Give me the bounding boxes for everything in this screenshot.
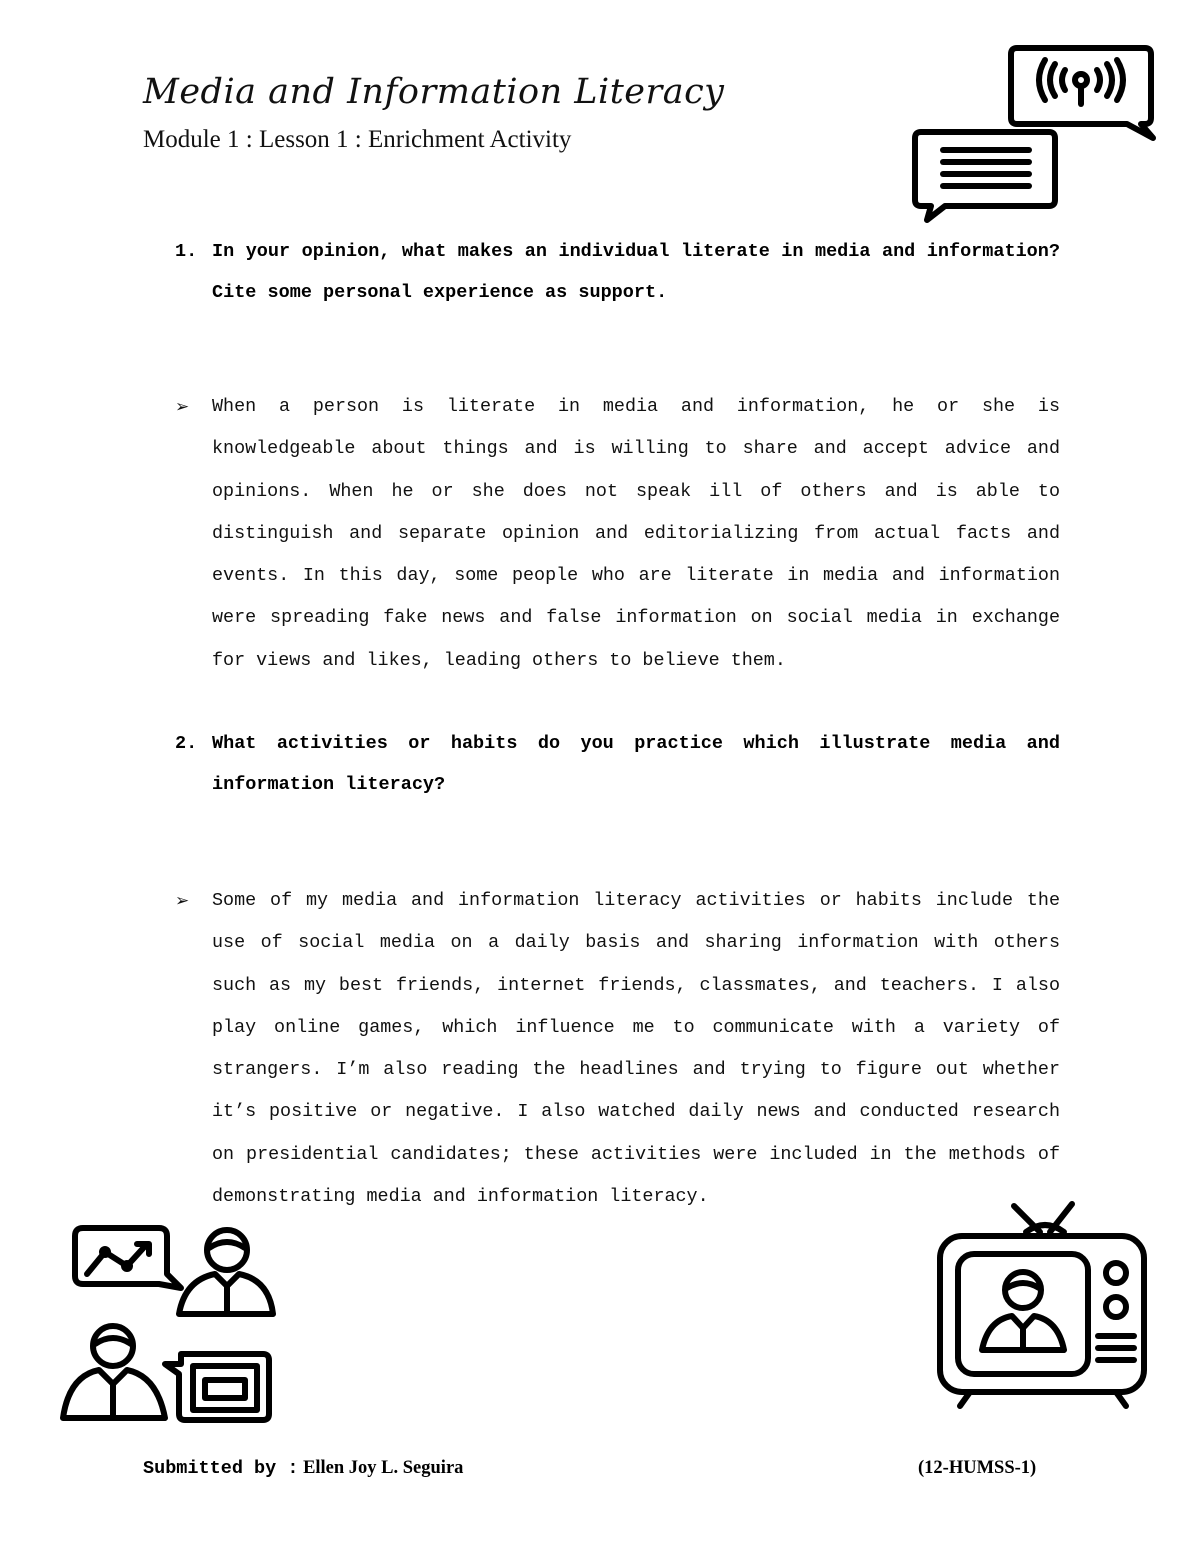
answer-1 (175, 386, 1060, 682)
answer-2 (175, 880, 1060, 1218)
chat-bubbles-icon (905, 40, 1160, 230)
television-news-anchor-icon (930, 1198, 1155, 1413)
arrow-bullet-icon: ➢ (175, 891, 190, 911)
question-2 (175, 723, 1060, 805)
submitted-by (143, 1458, 463, 1479)
document-title: Media and Information Literacy (143, 72, 725, 112)
question-number: 2. (175, 733, 198, 754)
question-1 (175, 231, 1060, 313)
presenter-chart-icon (75, 1228, 181, 1288)
student-name: Ellen Joy L. Seguira (303, 1458, 464, 1478)
submitted-by-label: Submitted by : (143, 1458, 299, 1479)
question-number: 1. (175, 241, 198, 262)
answer-text: Some of my media and information literacy activities or habits include the use of social media on a daily basis and sharing information with others such as my best friends, internet friends, classmates, and teachers. I also play online games, which influence me to communicate with a variety of strangers. I’m also reading the headlines and trying to figure out whether it’s positive or negative. I also watched daily news and conducted research on presidential candidates; these activities were included in the methods of demonstrating media and information literacy. (212, 890, 1060, 1208)
question-text: What activities or habits do you practice which illustrate media and information literacy? (212, 733, 1060, 795)
student-section: (12-HUMSS-1) (918, 1458, 1037, 1478)
arrow-bullet-icon: ➢ (175, 397, 190, 417)
answer-text: When a person is literate in media and information, he or she is knowledgeable about things and is willing to share and accept advice and opinions. When he or she does not speak ill of others and is able to distinguish and separate opinion and editorializing from actual facts and events. In this day, some people who are literate in media and information were spreading fake news and false information on social media in exchange for views and likes, leading others to believe them. (212, 396, 1060, 671)
document-subtitle: Module 1 : Lesson 1 : Enrichment Activity (143, 126, 572, 153)
presenters-icon (55, 1218, 280, 1428)
question-text: In your opinion, what makes an individual literate in media and information? Cite some personal experience as support. (212, 241, 1060, 303)
